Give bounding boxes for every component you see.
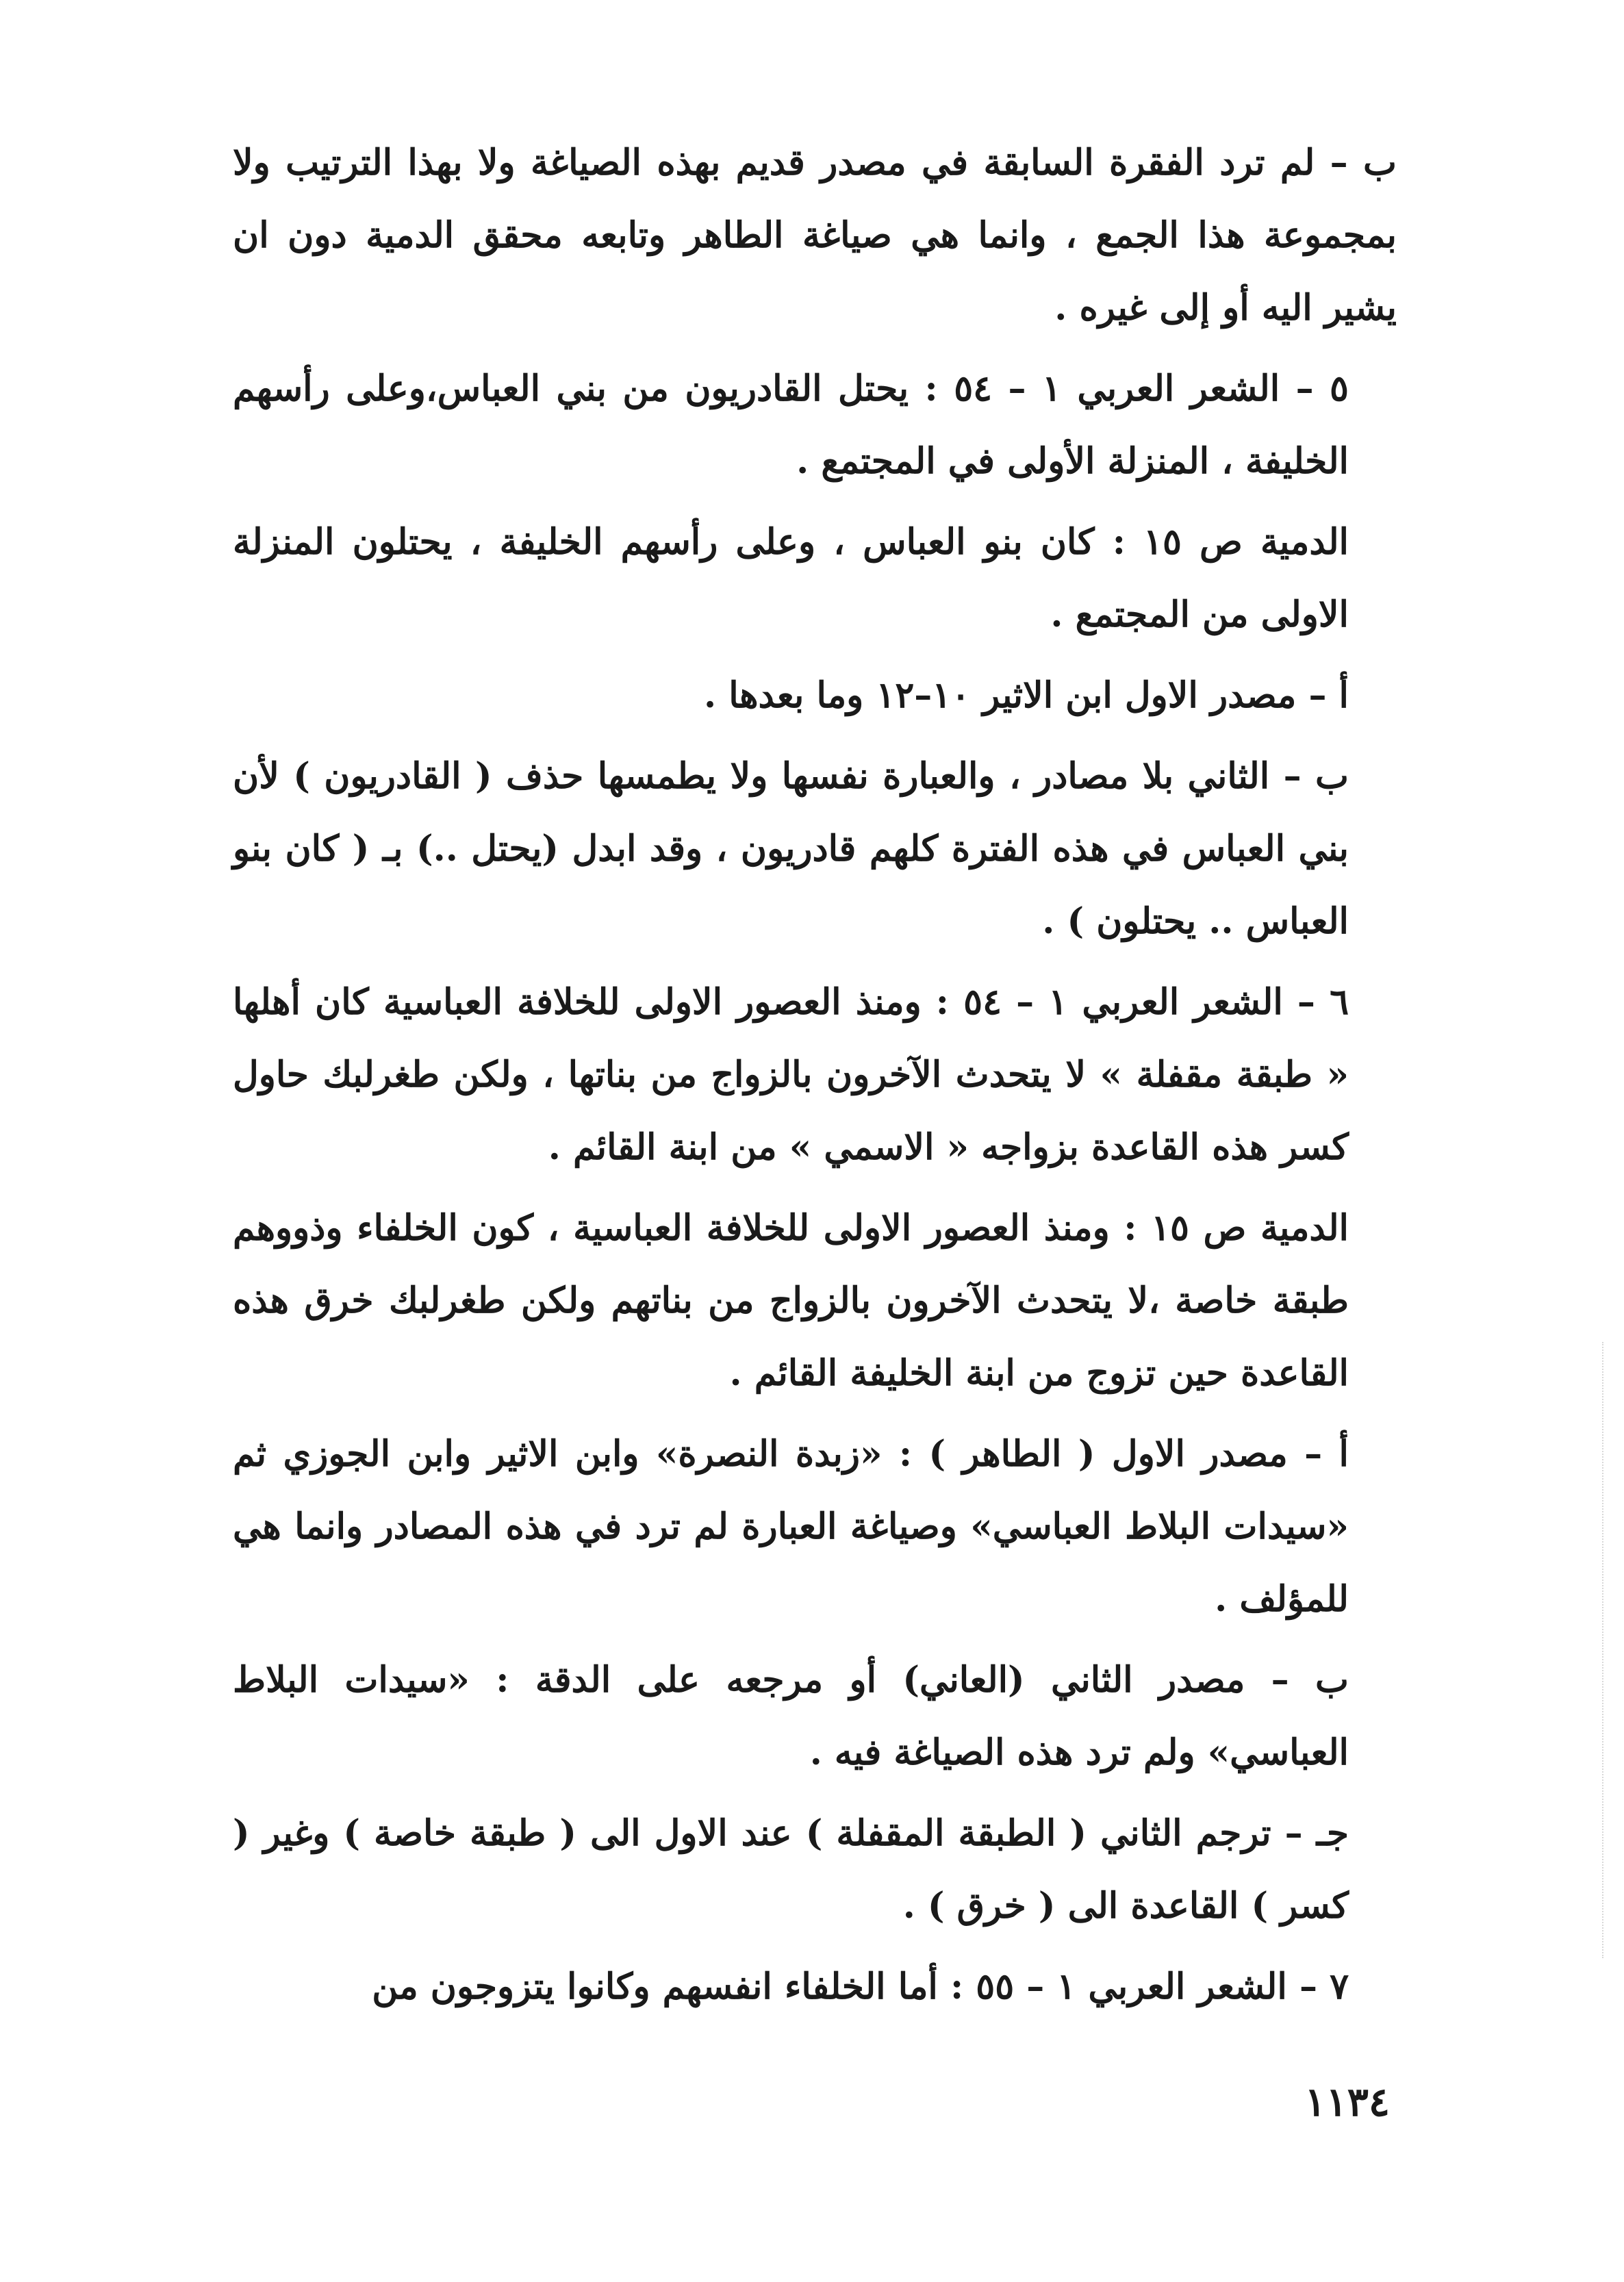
paragraph-11: ٧ – الشعر العربي ١ – ٥٥ : أما الخلفاء انفسهم وكانوا يتزوجون من	[372, 1966, 1349, 2007]
page-number: ١١٣٤	[1304, 2079, 1390, 2125]
paragraph-3: الدمية ص ١٥ : كان بنو العباس ، وعلى رأسهم الخليفة ، يحتلون المنزلة الاولى من المجتمع .	[233, 521, 1349, 635]
paragraph-10: جـ – ترجم الثاني ( الطبقة المقفلة ) عند الاول الى ( طبقة خاصة ) وغير ( كسر ) القاعدة الى ( خرق ) .	[233, 1812, 1349, 1927]
paragraph-9: ب – مصدر الثاني (العاني) أو مرجعه على الدقة : «سيدات البلاط العباسي» ولم ترد هذه الصياغة فيه .	[233, 1659, 1349, 1773]
paragraph-1: ب – لم ترد الفقرة السابقة في مصدر قديم بهذه الصياغة ولا بهذا الترتيب ولا بمجموعة هذا الجمع ، وانما هي صياغة الطاهر وتابعه محقق الدمية دون ان يشير اليه أو إلى غيره .	[233, 142, 1397, 329]
body-text	[233, 127, 1397, 2031]
paragraph-7: الدمية ص ١٥ : ومنذ العصور الاولى للخلافة العباسية ، كون الخلفاء وذووهم طبقة خاصة ،لا يتحدث الآخرون بالزواج من بناتهم ولكن طغرلبك خرق هذه القاعدة حين تزوج من ابنة الخليفة القائم .	[233, 1207, 1349, 1394]
paragraph-4: أ – مصدر الاول ابن الاثير ١٠–١٢ وما بعدها .	[704, 674, 1349, 716]
scan-edge-marks	[1602, 1342, 1606, 1958]
paragraph-8: أ – مصدر الاول ( الطاهر ) : «زبدة النصرة» وابن الاثير وابن الجوزي ثم «سيدات البلاط العباسي» وصياغة العبارة لم ترد في هذه المصادر وانما هي للمؤلف .	[233, 1433, 1349, 1620]
paragraph-2: ٥ – الشعر العربي ١ – ٥٤ : يحتل القادريون من بني العباس،وعلى رأسهم الخليفة ، المنزلة الأولى في المجتمع .	[233, 368, 1349, 482]
paragraph-5: ب – الثاني بلا مصادر ، والعبارة نفسها ولا يطمسها حذف ( القادريون ) لأن بني العباس في هذه الفترة كلهم قادريون ، وقد ابدل (يحتل ..) بـ ( كان بنو العباس .. يحتلون ) .	[233, 755, 1349, 942]
paragraph-6: ٦ – الشعر العربي ١ – ٥٤ : ومنذ العصور الاولى للخلافة العباسية كان أهلها « طبقة مقفلة » لا يتحدث الآخرون بالزواج من بناتها ، ولكن طغرلبك حاول كسر هذه القاعدة بزواجه « الاسمي » من ابنة القائم .	[233, 981, 1349, 1168]
